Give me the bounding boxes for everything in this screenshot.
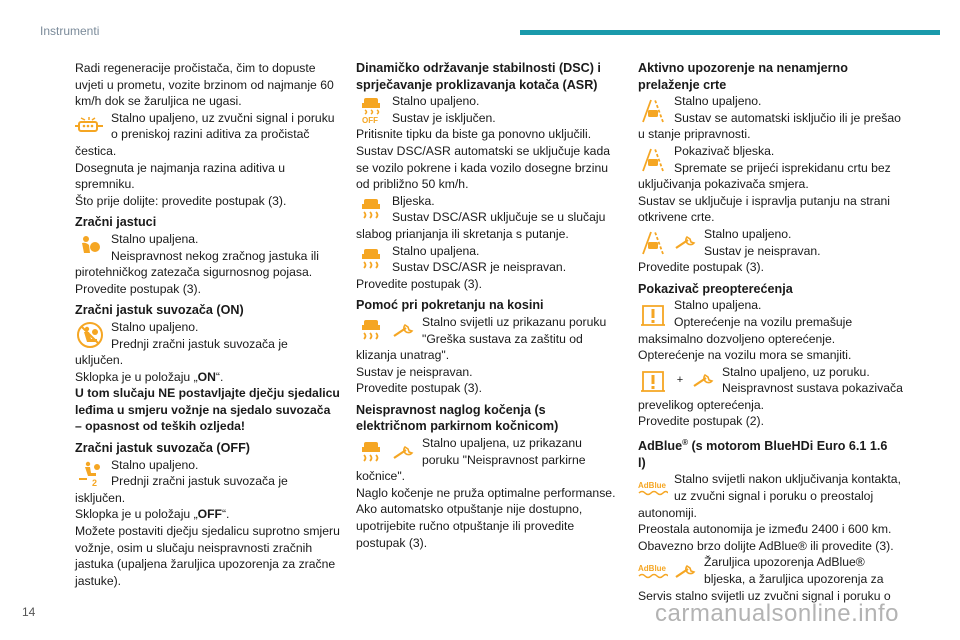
paragraph-line: Sustav je neispravan. bbox=[356, 364, 473, 379]
paragraph-line: Stalno upaljeno, uz poruku. bbox=[722, 364, 870, 379]
paragraph-line: Opterećenje na vozilu mora se smanjiti. bbox=[638, 348, 852, 363]
warning-line: – opasnost od teških ozljeda! bbox=[75, 419, 245, 434]
adblue-flash-block bbox=[638, 554, 913, 587]
paragraph-line: od približno 50 km/h. bbox=[356, 177, 469, 192]
paragraph-line: klizanja unatrag". bbox=[356, 348, 450, 363]
watermark: carmanualsonline.info bbox=[655, 600, 899, 627]
section-heading: Zračni jastuk suvozača (OFF) bbox=[75, 441, 250, 456]
paragraph-line: Neispravnost sustava pokazivača bbox=[722, 381, 903, 396]
section-heading: Zračni jastuci bbox=[75, 215, 157, 230]
dsc-icon bbox=[356, 316, 386, 344]
dsc-off-icon bbox=[356, 96, 386, 124]
paragraph-line: vožnje, osim u slučaju neispravnosti zračnih bbox=[75, 540, 313, 555]
warning-line: U tom slučaju NE postavljajte dječju sjedalicu bbox=[75, 386, 340, 401]
paragraph-line: km/h dok se žaruljica ne ugasi. bbox=[75, 94, 242, 109]
svg-text:AdBlue: AdBlue bbox=[638, 563, 666, 573]
paragraph-line: slabog prianjanja ili skretanja s putanje. bbox=[356, 226, 569, 241]
paragraph-line: upotrijebite ručno otpuštanje ili provedite bbox=[356, 519, 575, 534]
section-heading: Aktivno upozorenje na nenamjerno bbox=[638, 61, 848, 75]
paragraph-line: Servis stalno svijetli uz zvučni signal i poruku o bbox=[638, 588, 891, 603]
svg-text:AdBlue: AdBlue bbox=[638, 480, 666, 490]
paragraph-line: postupak (3). bbox=[356, 535, 428, 550]
paragraph-line: o preniskoj razini aditiva za pročistač bbox=[111, 127, 310, 142]
paragraph-line: Stalno upaljeno. bbox=[111, 457, 199, 472]
paragraph-line: Stalno upaljeno, uz zvučni signal i poruku bbox=[111, 110, 335, 125]
particle-filter-icon bbox=[75, 112, 105, 140]
paragraph-line: Pokazivač bljeska. bbox=[674, 143, 775, 158]
paragraph-line: Naglo kočenje ne pruža optimalne performanse. bbox=[356, 485, 616, 500]
airbag-seatbelt-icon bbox=[75, 233, 105, 261]
paragraph-line: Stalno upaljeno. bbox=[704, 226, 792, 241]
paragraph-line: Provedite postupak (2). bbox=[638, 414, 765, 429]
lane-departure-fault-block bbox=[638, 226, 913, 259]
paragraph-line: jastuka (upaljena žaruljica upozorenja za zračne bbox=[75, 557, 336, 572]
passenger-airbag-off-block bbox=[75, 457, 350, 490]
passenger-airbag-on-block bbox=[75, 319, 350, 352]
paragraph-line: uključen. bbox=[75, 353, 124, 368]
wrench-icon bbox=[674, 562, 698, 580]
paragraph-line: uvjeti u prometu, vozite brzinom od najmanje 60 bbox=[75, 77, 334, 92]
lane-departure-flash-block bbox=[638, 143, 913, 176]
section-heading: električnom parkirnom kočnicom) bbox=[356, 419, 559, 434]
section-heading: prelaženje crte bbox=[638, 77, 727, 92]
paragraph-line: Sustav DSC/ASR uključuje se u slučaju bbox=[392, 210, 606, 225]
overload-warning-icon bbox=[638, 300, 668, 328]
svg-text:OFF: OFF bbox=[362, 115, 378, 124]
paragraph-line: Opterećenje na vozilu premašuje bbox=[674, 314, 853, 329]
switch-position-line: Sklopka je u položaju „ON“. bbox=[75, 369, 224, 384]
paragraph-line: Preostala autonomija je između 2400 i 600 km. bbox=[638, 522, 892, 537]
paragraph-line: spremniku. bbox=[75, 177, 135, 192]
paragraph-line: Radi regeneracije pročistača, čim to dopuste bbox=[75, 61, 316, 75]
passenger-airbag-on-icon bbox=[75, 321, 105, 349]
paragraph-line: Spremate se prijeći isprekidanu crtu bez bbox=[674, 160, 891, 175]
plus-sign: + bbox=[676, 373, 684, 386]
paragraph-line: Prednji zračni jastuk suvozača je bbox=[111, 336, 288, 351]
switch-position-line: Sklopka je u položaju „OFF“. bbox=[75, 507, 230, 522]
passenger-airbag-off-icon bbox=[75, 459, 105, 487]
overload-fault-block bbox=[638, 364, 913, 397]
emergency-braking-block bbox=[356, 435, 631, 468]
wrench-icon bbox=[674, 233, 698, 251]
section-heading: l) bbox=[638, 455, 646, 470]
paragraph-line: Provedite postupak (3). bbox=[75, 281, 202, 296]
section-heading: Pomoć pri pokretanju na kosini bbox=[356, 298, 544, 313]
paragraph-line: Sustav se automatski isključio ili je prešao bbox=[674, 110, 901, 125]
airbag-block bbox=[75, 231, 350, 264]
paragraph-line: Stalno svijetli nakon uključivanja kontakta, bbox=[674, 472, 901, 487]
paragraph-line: Neispravnost nekog zračnog jastuka ili bbox=[111, 248, 319, 263]
paragraph-line: uz zvučni signal i poruku o preostaloj bbox=[674, 489, 874, 504]
paragraph-line: Provedite postupak (3). bbox=[356, 381, 483, 396]
particle-filter-block bbox=[75, 110, 350, 143]
section-heading: Neispravnost naglog kočenja (s bbox=[356, 402, 546, 417]
paragraph-line: Žaruljica upozorenja AdBlue® bbox=[704, 555, 865, 570]
adblue-icon bbox=[638, 557, 668, 585]
paragraph-line: Sustav DSC/ASR je neispravan. bbox=[392, 260, 567, 275]
wrench-icon bbox=[392, 443, 416, 461]
header-accent-bar bbox=[520, 30, 940, 35]
section-heading: Pokazivač preopterećenja bbox=[638, 281, 793, 296]
svg-text:2: 2 bbox=[92, 478, 98, 488]
paragraph-line: Sustav se uključuje i ispravlja putanju na strani bbox=[638, 193, 891, 208]
warning-line: leđima u smjeru vožnje na sjedalo suvozača bbox=[75, 402, 331, 417]
overload-on-block bbox=[638, 297, 913, 330]
paragraph-line: poruku "Neispravnost parkirne bbox=[422, 452, 586, 467]
paragraph-line: jastuke). bbox=[75, 573, 122, 588]
lane-departure-icon bbox=[638, 228, 668, 256]
paragraph-line: u stanje pripravnosti. bbox=[638, 127, 751, 142]
paragraph-line: Stalno upaljena. bbox=[674, 298, 762, 313]
paragraph-line: bljeska, a žaruljica upozorenja za bbox=[704, 572, 884, 586]
column-3 bbox=[638, 60, 913, 604]
paragraph-line: Dosegnuta je najmanja razina aditiva u bbox=[75, 160, 286, 175]
paragraph-line: Sustav je isključen. bbox=[392, 110, 496, 125]
section-heading: Zračni jastuk suvozača (ON) bbox=[75, 303, 244, 318]
section-heading: AdBlue® (s motorom BlueHDi Euro 6.1 1.6 bbox=[638, 438, 888, 454]
page-number: 14 bbox=[22, 605, 36, 619]
section-heading: Dinamičko održavanje stabilnosti (DSC) i bbox=[356, 61, 601, 75]
column-2 bbox=[356, 60, 631, 551]
section-heading: sprječavanje proklizavanja kotača (ASR) bbox=[356, 77, 598, 92]
dsc-icon bbox=[356, 438, 386, 466]
paragraph-line: Pritisnite tipku da biste ga ponovno uključili. bbox=[356, 127, 592, 142]
paragraph-line: kočnice". bbox=[356, 469, 406, 484]
paragraph-line: Provedite postupak (3). bbox=[638, 260, 765, 275]
paragraph-line: Sustav DSC/ASR automatski se uključuje kada bbox=[356, 143, 611, 158]
paragraph-line: Stalno upaljena. bbox=[392, 243, 480, 258]
paragraph-line: Bljeska. bbox=[392, 193, 435, 208]
paragraph-line: Stalno upaljena, uz prikazanu bbox=[422, 436, 582, 451]
paragraph-line: Možete postaviti dječju sjedalicu suprotno smjeru bbox=[75, 524, 340, 539]
paragraph-line: autonomiji. bbox=[638, 505, 697, 520]
dsc-on-block bbox=[356, 243, 631, 276]
column-1 bbox=[75, 60, 350, 589]
paragraph-line: Sustav je neispravan. bbox=[704, 243, 821, 258]
wrench-icon bbox=[392, 321, 416, 339]
dsc-icon bbox=[356, 195, 386, 223]
paragraph-line: Obavezno brzo dolijte AdBlue® ili provedite (3). bbox=[638, 538, 894, 553]
overload-warning-icon bbox=[638, 366, 668, 394]
paragraph-line: se vozilo pokrene i kada vozilo dosegne brzinu bbox=[356, 160, 609, 175]
paragraph-line: Stalno upaljeno. bbox=[392, 94, 480, 109]
paragraph-line: isključen. bbox=[75, 490, 126, 505]
lane-departure-on-block bbox=[638, 93, 913, 126]
paragraph-line: Ako automatsko otpuštanje nije dostupno, bbox=[356, 502, 583, 517]
paragraph-line: pirotehničkog zatezača sigurnosnog pojasa. bbox=[75, 265, 313, 280]
paragraph-line: uključivanja pokazivača smjera. bbox=[638, 177, 809, 192]
paragraph-line: maksimalno dozvoljeno opterećenje. bbox=[638, 331, 836, 346]
lane-departure-icon bbox=[638, 145, 668, 173]
paragraph-line: čestica. bbox=[75, 143, 117, 158]
dsc-off-block bbox=[356, 93, 631, 126]
adblue-on-block bbox=[638, 471, 913, 504]
paragraph-line: otkrivene crte. bbox=[638, 210, 715, 225]
paragraph-line: Stalno upaljeno. bbox=[111, 319, 199, 334]
paragraph-line: "Greška sustava za zaštitu od bbox=[422, 331, 583, 346]
dsc-flash-block bbox=[356, 193, 631, 226]
adblue-icon bbox=[638, 474, 668, 502]
paragraph-line: Što prije dolijte: provedite postupak (3). bbox=[75, 193, 287, 208]
page-header-title: Instrumenti bbox=[40, 24, 100, 38]
paragraph-line: Stalno svijetli uz prikazanu poruku bbox=[422, 314, 607, 329]
paragraph-line: Stalno upaljena. bbox=[111, 231, 199, 246]
paragraph-line: Prednji zračni jastuk suvozača je bbox=[111, 474, 288, 489]
paragraph-line: prevelikog opterećenja. bbox=[638, 397, 765, 412]
dsc-icon bbox=[356, 245, 386, 273]
hill-start-block bbox=[356, 314, 631, 347]
paragraph-line: Stalno upaljeno. bbox=[674, 94, 762, 109]
paragraph-line: Provedite postupak (3). bbox=[356, 276, 483, 291]
lane-departure-icon bbox=[638, 96, 668, 124]
wrench-icon bbox=[692, 371, 716, 389]
